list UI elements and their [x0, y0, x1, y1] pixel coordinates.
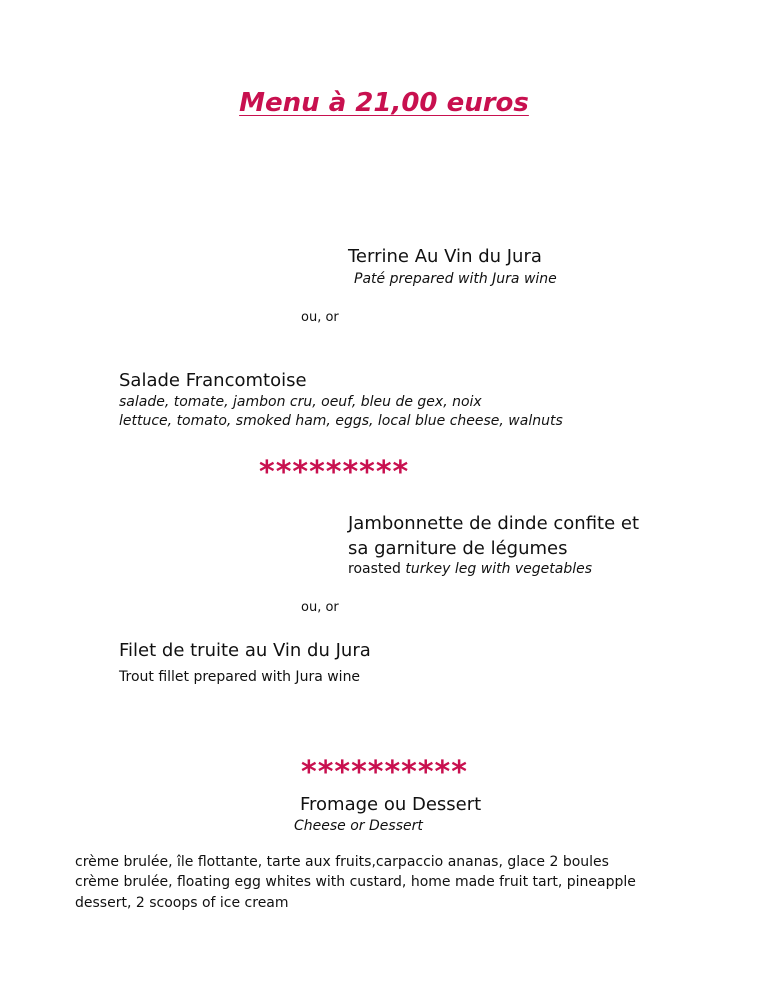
- starter-2-name: Salade Francomtoise: [119, 370, 307, 391]
- starter-2-description-fr: salade, tomate, jambon cru, oeuf, bleu de gex, noix: [119, 394, 482, 410]
- dessert-list-fr: crème brulée, île flottante, tarte aux fruits,carpaccio ananas, glace 2 boules: [75, 854, 609, 870]
- main-1-description-plain: roasted: [348, 561, 406, 577]
- dessert-list-en-line-1: crème brulée, floating egg whites with custard, home made fruit tart, pineapple: [75, 874, 636, 890]
- main-2-description: Trout fillet prepared with Jura wine: [119, 669, 361, 685]
- starter-1-name: Terrine Au Vin du Jura: [348, 246, 542, 267]
- starter-2-description-en: lettuce, tomato, smoked ham, eggs, local blue cheese, walnuts: [119, 413, 563, 429]
- main-2-name: Filet de truite au Vin du Jura: [119, 640, 371, 661]
- menu-title: Menu à 21,00 euros: [239, 88, 529, 118]
- section-separator-1: *********: [259, 455, 410, 490]
- main-or-label: ou, or: [301, 600, 339, 615]
- dessert-heading: Fromage ou Dessert: [300, 794, 482, 815]
- dessert-list-en-line-2: dessert, 2 scoops of ice cream: [75, 895, 289, 911]
- main-1-description-italic: turkey leg with vegetables: [405, 561, 593, 577]
- section-separator-2: **********: [301, 755, 468, 790]
- dessert-subheading: Cheese or Dessert: [294, 818, 423, 834]
- main-1-description: [348, 561, 592, 577]
- starter-or-label: ou, or: [301, 310, 339, 325]
- starter-1-description: Paté prepared with Jura wine: [354, 271, 557, 287]
- main-1-name-line-2: sa garniture de légumes: [348, 538, 568, 559]
- main-1-name-line-1: Jambonnette de dinde confite et: [348, 513, 640, 534]
